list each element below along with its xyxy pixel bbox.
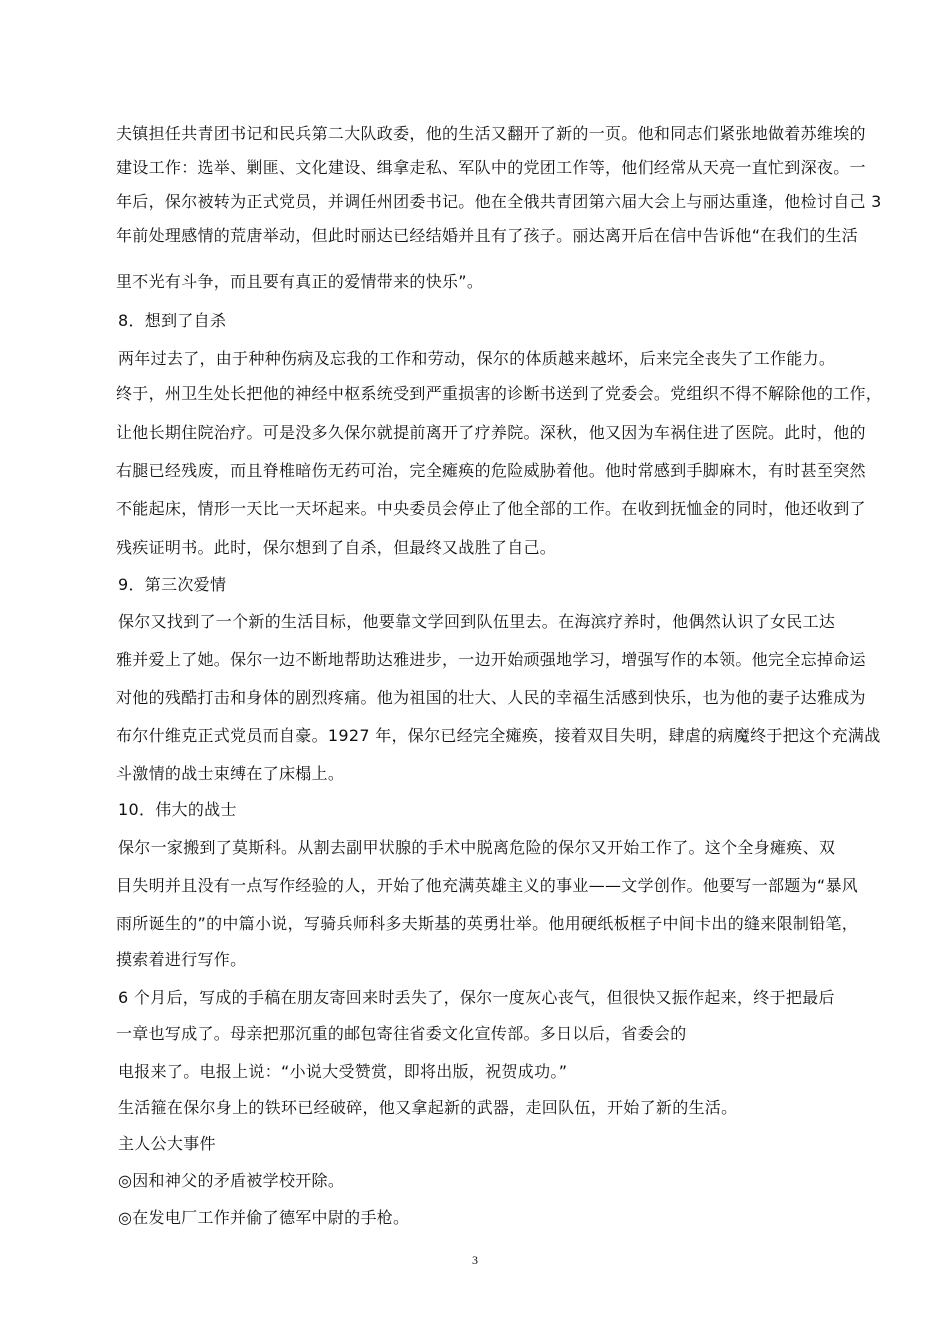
list-heading: 主人公大事件 [118, 1134, 216, 1153]
paragraph-line: 生活箍在保尔身上的铁环已经破碎，他又拿起新的武器，走回队伍，开始了新的生活。 [118, 1098, 738, 1117]
paragraph-line: 电报来了。电报上说：“小说大受赞赏，即将出版，祝贺成功。” [118, 1062, 568, 1081]
paragraph-line: 年后，保尔被转为正式党员，并调任州团委书记。他在全俄共青团第六届大会上与丽达重逢，他检讨自己 3 [116, 192, 882, 211]
paragraph-line: 不能起床，情形一天比一天坏起来。中央委员会停止了他全部的工作。在收到抚恤金的同时，他还收到了 [116, 499, 866, 518]
page-number: 3 [472, 1253, 478, 1267]
paragraph-line: 让他长期住院治疗。可是没多久保尔就提前离开了疗养院。深秋，他又因为车祸住进了医院。此时，他的 [116, 423, 866, 442]
paragraph-line: 一章也写成了。母亲把那沉重的邮包寄往省委文化宣传部。多日以后，省委会的 [116, 1024, 687, 1043]
section-heading: 9．第三次爱情 [118, 575, 227, 594]
list-item: ◎在发电厂工作并偷了德军中尉的手枪。 [118, 1208, 410, 1227]
paragraph-line: 残疾证明书。此时，保尔想到了自杀，但最终又战胜了自己。 [116, 538, 557, 557]
section-heading: 8．想到了自杀 [118, 311, 227, 330]
paragraph-line: 年前处理感情的荒唐举动，但此时丽达已经结婚并且有了孩子。丽达离开后在信中告诉他“在我们的生活 [116, 226, 859, 245]
paragraph-line: 保尔一家搬到了莫斯科。从割去副甲状腺的手术中脱离危险的保尔又开始工作了。这个全身瘫痪、双 [118, 838, 836, 857]
paragraph-line: 夫镇担任共青团书记和民兵第二大队政委，他的生活又翻开了新的一页。他和同志们紧张地做着苏维埃的 [116, 124, 866, 143]
paragraph-line: 里不光有斗争，而且要有真正的爱情带来的快乐”。 [116, 272, 484, 291]
paragraph-line: 雨所诞生的”的中篇小说，写骑兵师科多夫斯基的英勇壮举。他用硬纸板框子中间卡出的缝来限制铅笔， [116, 914, 859, 933]
paragraph-line: 对他的残酷打击和身体的剧烈疼痛。他为祖国的壮大、人民的幸福生活感到快乐，也为他的妻子达雅成为 [116, 688, 866, 707]
paragraph-line: 摸索着进行写作。 [116, 950, 247, 969]
paragraph-line: 目失明并且没有一点写作经验的人，开始了他充满英雄主义的事业——文学创作。他要写一部题为“暴风 [116, 876, 859, 895]
paragraph-line: 终于，州卫生处长把他的神经中枢系统受到严重损害的诊断书送到了党委会。党组织不得不解除他的工作， [116, 384, 883, 403]
list-item: ◎因和神父的矛盾被学校开除。 [118, 1171, 345, 1190]
paragraph-line: 建设工作：选举、剿匪、文化建设、缉拿走私、军队中的党团工作等，他们经常从天亮一直忙到深夜。一 [116, 158, 866, 177]
paragraph-line: 两年过去了，由于种种伤病及忘我的工作和劳动，保尔的体质越来越坏，后来完全丧失了工作能力。 [118, 349, 836, 368]
paragraph-line: 6 个月后，写成的手稿在朋友寄回来时丢失了，保尔一度灰心丧气，但很快又振作起来，终于把最后 [118, 988, 835, 1007]
paragraph-line: 布尔什维克正式党员而自豪。1927 年，保尔已经完全瘫痪，接着双目失明，肆虐的病魔终于把这个充满战 [116, 726, 881, 745]
paragraph-line: 斗激情的战士束缚在了床榻上。 [116, 764, 345, 783]
section-heading: 10．伟大的战士 [118, 800, 237, 819]
paragraph-line: 雅并爱上了她。保尔一边不断地帮助达雅进步，一边开始顽强地学习，增强写作的本领。他完全忘掉命运 [116, 650, 866, 669]
paragraph-line: 右腿已经残废，而且脊椎暗伤无药可治，完全瘫痪的危险威胁着他。他时常感到手脚麻木，有时甚至突然 [116, 461, 866, 480]
paragraph-line: 保尔又找到了一个新的生活目标，他要靠文学回到队伍里去。在海滨疗养时，他偶然认识了女民工达 [118, 612, 836, 631]
